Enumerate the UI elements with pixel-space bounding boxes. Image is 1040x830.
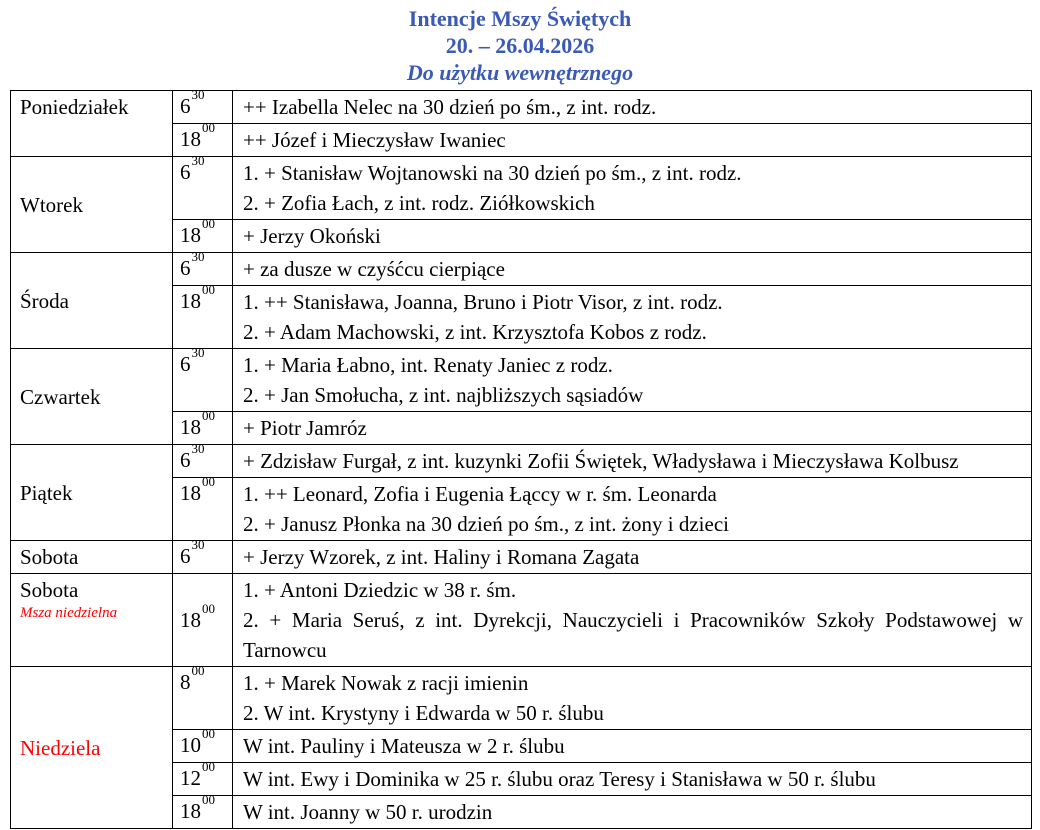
time-hour: 18 — [180, 799, 201, 823]
day-name: Poniedziałek — [20, 95, 129, 119]
day-name: Środa — [20, 288, 69, 313]
time-cell — [173, 792, 233, 829]
table-row — [11, 253, 1032, 286]
intention-cell — [233, 541, 1032, 574]
intention-text: 1. ++ Stanisława, Joanna, Bruno i Piotr Visor, z int. rodz. — [243, 290, 723, 314]
document-header — [0, 0, 1040, 86]
time-minutes: 00 — [191, 663, 205, 679]
page-title: Intencje Mszy Świętych — [408, 6, 632, 31]
day-name: Niedziela — [20, 735, 101, 760]
time-hour: 6 — [180, 448, 191, 472]
time-cell — [173, 574, 233, 667]
time-minutes: 30 — [191, 87, 205, 103]
intention-text: ++ Izabella Nelec na 30 dzień po śm., z int. rodz. — [243, 95, 657, 119]
time-cell — [173, 441, 233, 478]
table-body — [11, 87, 1032, 829]
time-cell — [173, 87, 233, 124]
day-name: Sobota — [20, 578, 79, 602]
day-name: Sobota — [20, 545, 79, 569]
time-hour: 18 — [180, 607, 201, 632]
time-cell — [173, 153, 233, 220]
intention-cell — [233, 574, 1032, 667]
time-cell — [173, 726, 233, 763]
time-minutes: 00 — [202, 216, 215, 232]
time-hour: 18 — [180, 415, 201, 439]
intention-text: W int. Joanny w 50 r. urodzin — [243, 800, 493, 824]
time-cell — [173, 249, 233, 286]
day-cell — [11, 91, 173, 157]
time-hour: 6 — [180, 352, 191, 376]
intention-cell — [233, 445, 1032, 478]
intention-text: W int. Ewy i Dominika w 25 r. ślubu oraz Teresy i Stanisława w 50 r. ślubu — [243, 767, 876, 791]
intention-text: 2. + Jan Smołucha, z int. najbliższych sąsiadów — [243, 383, 644, 407]
intention-cell — [233, 763, 1032, 796]
time-cell — [173, 120, 233, 157]
intention-text: 2. W int. Krystyny i Edwarda w 50 r. ślubu — [243, 701, 604, 725]
time-minutes: 30 — [191, 153, 205, 169]
time-hour: 6 — [180, 544, 191, 568]
intention-cell — [233, 157, 1032, 220]
day-cell — [11, 574, 173, 667]
time-minutes: 30 — [191, 441, 205, 457]
time-hour: 12 — [180, 766, 201, 790]
time-cell — [173, 663, 233, 730]
time-hour: 6 — [180, 94, 191, 118]
time-hour: 10 — [180, 733, 201, 757]
intention-text: + Zdzisław Furgał, z int. kuzynki Zofii Świętek, Władysława i Mieczysława Kolbusz — [243, 449, 959, 473]
intention-cell — [233, 478, 1032, 541]
table-row — [11, 667, 1032, 730]
intention-text: + Jerzy Wzorek, z int. Haliny i Romana Zagata — [243, 545, 640, 569]
time-minutes: 00 — [202, 408, 215, 424]
intention-cell — [233, 412, 1032, 445]
subtitle: Do użytku wewnętrznego — [406, 60, 634, 85]
intention-cell — [233, 730, 1032, 763]
time-minutes: 00 — [202, 726, 215, 742]
intention-cell — [233, 796, 1032, 829]
table-row — [11, 574, 1032, 667]
intention-text: 2. + Maria Seruś, z int. Dyrekcji, Nauczycieli i Pracowników Szkoły Podstawowej w Tarnowcu — [243, 608, 1023, 662]
time-hour: 6 — [180, 256, 191, 280]
intention-cell — [233, 667, 1032, 730]
intention-text: W int. Pauliny i Mateusza w 2 r. ślubu — [243, 734, 565, 758]
time-minutes: 30 — [191, 345, 205, 361]
intention-cell — [233, 253, 1032, 286]
time-cell — [173, 216, 233, 253]
time-hour: 6 — [180, 160, 191, 184]
time-cell — [173, 345, 233, 412]
intention-cell — [233, 220, 1032, 253]
day-name: Czwartek — [20, 384, 101, 409]
time-minutes: 00 — [202, 759, 215, 775]
time-minutes: 00 — [202, 600, 215, 616]
intention-cell — [233, 91, 1032, 124]
intention-text: 1. + Antoni Dziedzic w 38 r. śm. — [243, 578, 517, 602]
time-cell — [173, 282, 233, 349]
table-row — [11, 349, 1032, 412]
time-minutes: 00 — [202, 120, 215, 136]
intention-text: + Piotr Jamróz — [243, 416, 367, 440]
time-hour: 8 — [180, 670, 191, 694]
table-row — [11, 445, 1032, 478]
day-cell — [11, 445, 173, 541]
intention-text: 1. + Stanisław Wojtanowski na 30 dzień po śm., z int. rodz. — [243, 161, 742, 185]
time-minutes: 30 — [191, 537, 205, 553]
intention-text: + Jerzy Okoński — [243, 224, 381, 248]
table-row — [11, 157, 1032, 220]
time-minutes: 00 — [202, 282, 215, 298]
intention-cell — [233, 349, 1032, 412]
date-range: 20. – 26.04.2026 — [445, 33, 595, 58]
time-hour: 18 — [180, 481, 201, 505]
day-name: Wtorek — [20, 192, 83, 217]
time-cell — [173, 474, 233, 541]
day-cell — [11, 157, 173, 253]
table-row — [11, 91, 1032, 124]
intention-cell — [233, 286, 1032, 349]
intention-text: 2. + Janusz Płonka na 30 dzień po śm., z int. żony i dzieci — [243, 512, 729, 536]
time-cell — [173, 537, 233, 574]
intention-text: 2. + Zofia Łach, z int. rodz. Ziółkowskich — [243, 191, 595, 215]
intention-text: 1. ++ Leonard, Zofia i Eugenia Łąccy w r. śm. Leonarda — [243, 482, 717, 506]
day-cell — [11, 349, 173, 445]
mass-intentions-table — [10, 87, 1032, 829]
intention-text: 1. + Marek Nowak z racji imienin — [243, 671, 529, 695]
time-cell — [173, 759, 233, 796]
day-note: Msza niedzielna — [20, 605, 118, 621]
intention-text: ++ Józef i Mieczysław Iwaniec — [243, 128, 506, 152]
table-row — [11, 541, 1032, 574]
intention-text: + za dusze w czyśćcu cierpiące — [243, 257, 505, 281]
time-minutes: 30 — [191, 249, 205, 265]
day-cell — [11, 253, 173, 349]
time-hour: 18 — [180, 127, 201, 151]
time-hour: 18 — [180, 223, 201, 247]
time-cell — [173, 408, 233, 445]
time-hour: 18 — [180, 289, 201, 313]
intention-cell — [233, 124, 1032, 157]
day-cell — [11, 667, 173, 829]
time-minutes: 00 — [202, 792, 215, 808]
time-minutes: 00 — [202, 474, 215, 490]
intention-text: 1. + Maria Łabno, int. Renaty Janiec z rodz. — [243, 353, 613, 377]
day-cell — [11, 541, 173, 574]
day-name: Piątek — [20, 480, 73, 505]
intention-text: 2. + Adam Machowski, z int. Krzysztofa Kobos z rodz. — [243, 320, 707, 344]
